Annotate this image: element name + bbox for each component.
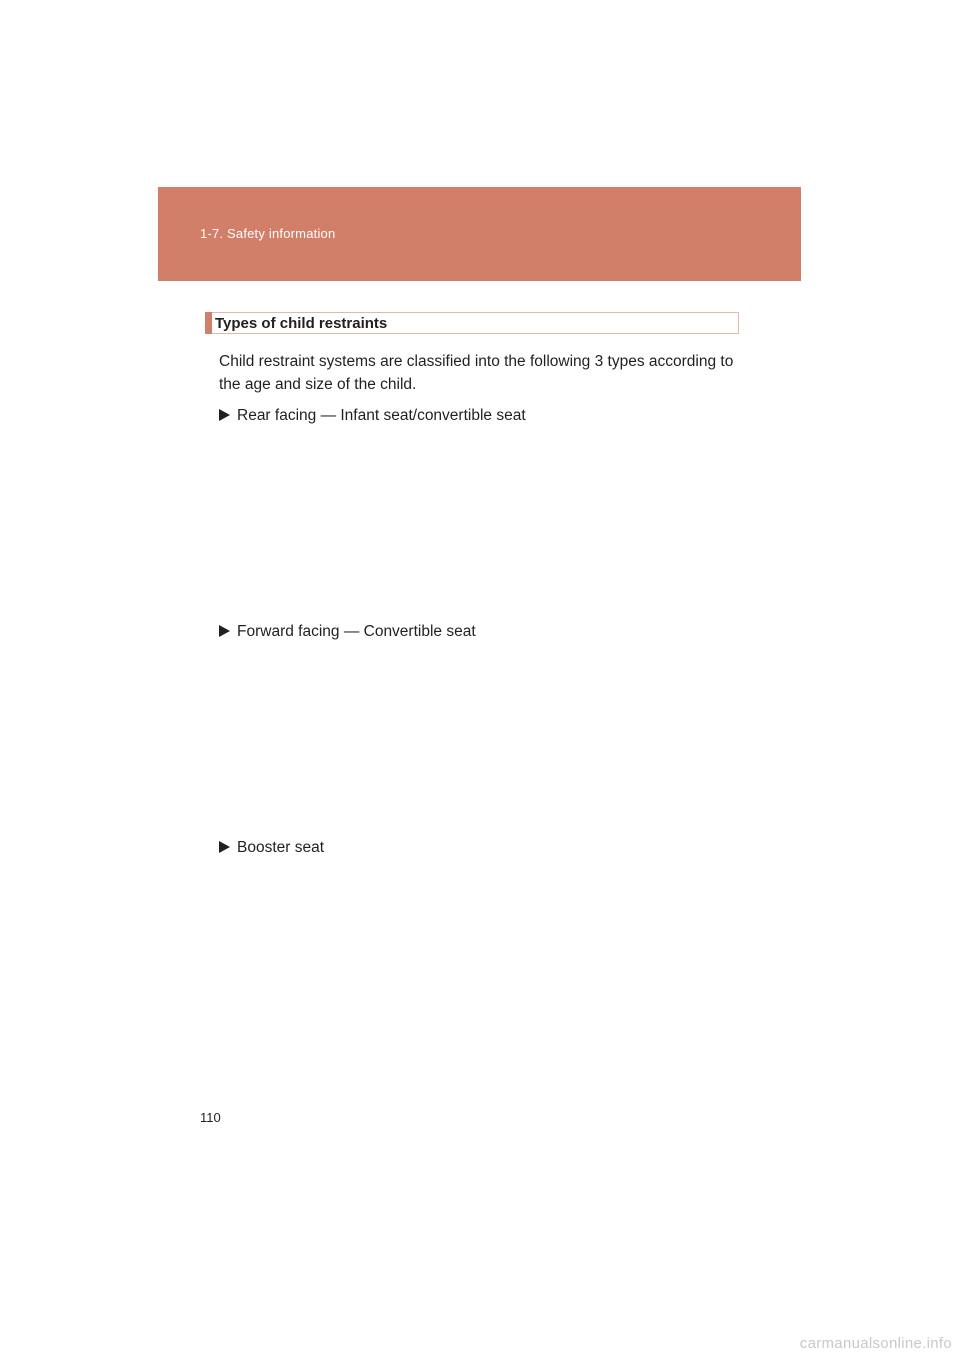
illustration-area-rear-facing	[219, 434, 739, 604]
header-band	[158, 187, 801, 281]
list-item-label: Rear facing — Infant seat/convertible seat	[237, 407, 526, 424]
list-item-forward-facing	[219, 623, 476, 641]
list-item-label: Forward facing — Convertible seat	[237, 623, 476, 640]
triangle-bullet-icon	[219, 409, 230, 421]
list-item-booster-seat	[219, 839, 324, 857]
section-heading-box	[205, 312, 739, 334]
triangle-bullet-icon	[219, 841, 230, 853]
page-number: 110	[200, 1110, 221, 1125]
list-item-rear-facing	[219, 407, 526, 425]
illustration-area-forward-facing	[219, 650, 739, 820]
illustration-area-booster-seat	[219, 866, 739, 1036]
section-heading: Types of child restraints	[215, 315, 388, 332]
triangle-bullet-icon	[219, 625, 230, 637]
heading-marker	[205, 312, 212, 334]
intro-paragraph: Child restraint systems are classified into the following 3 types according to the age and size of the child.	[219, 353, 734, 393]
watermark: carmanualsonline.info	[799, 1335, 952, 1352]
section-label: 1-7. Safety information	[200, 226, 336, 241]
list-item-label: Booster seat	[237, 839, 325, 856]
